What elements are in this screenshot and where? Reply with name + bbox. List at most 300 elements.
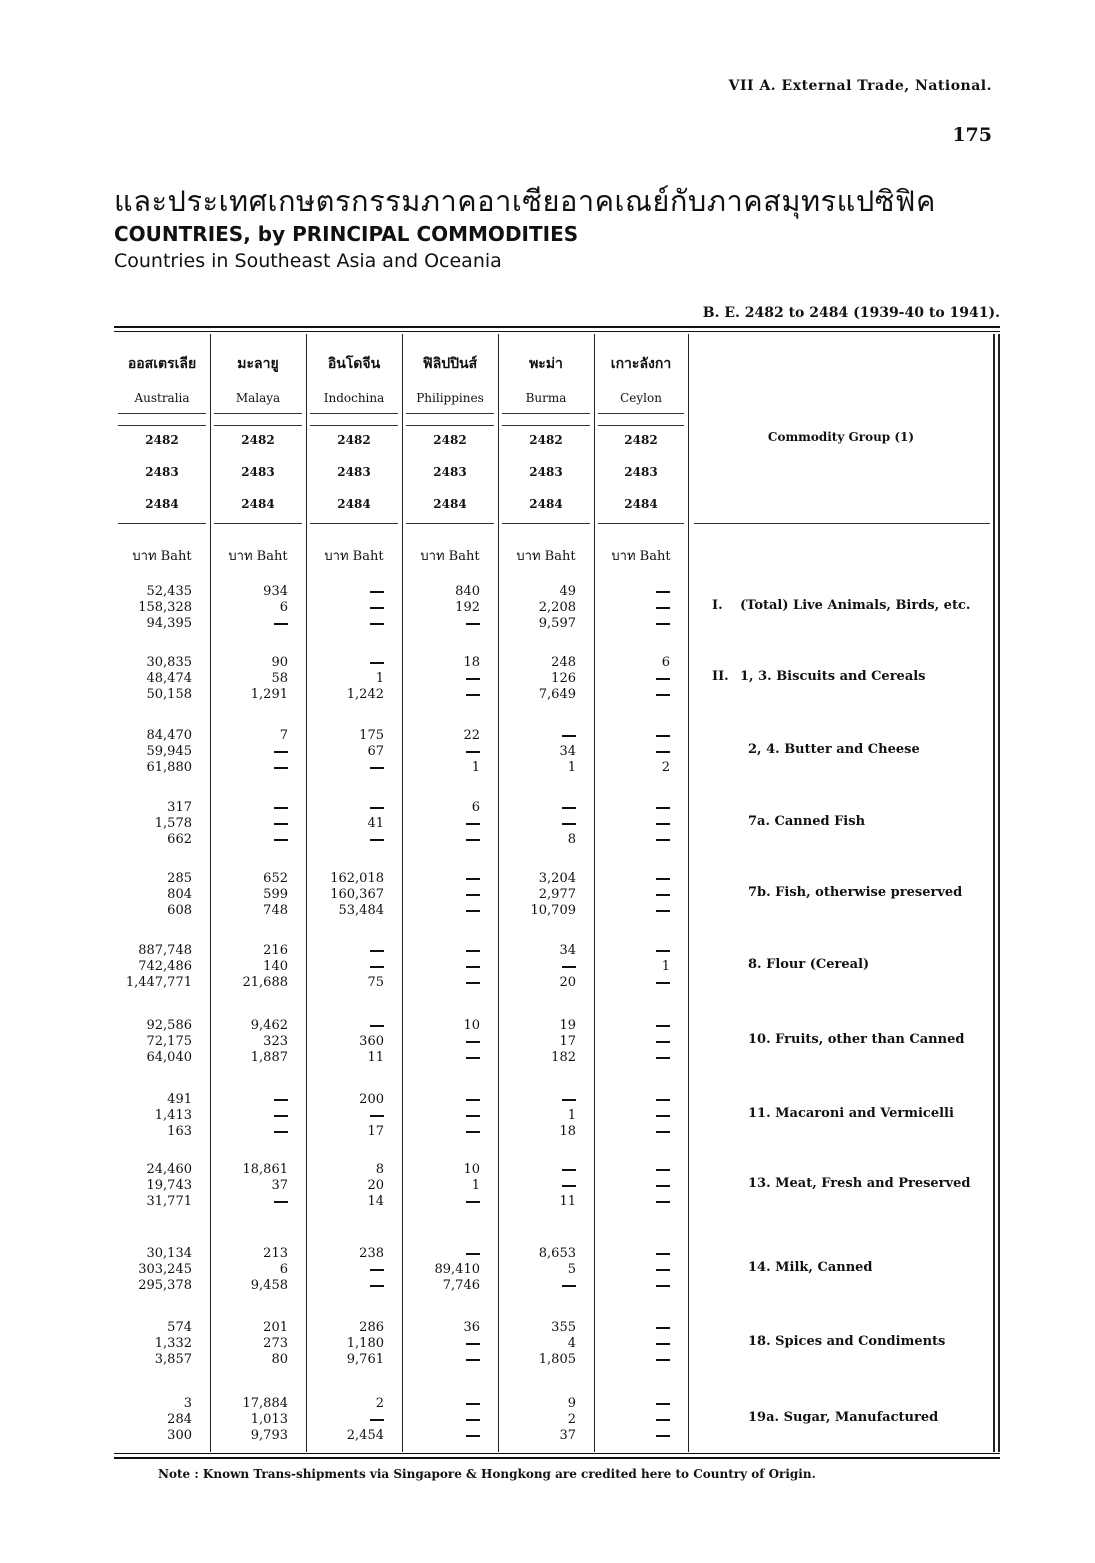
- commodity-label: [748, 1176, 970, 1191]
- dash-mark: [562, 823, 576, 825]
- table-cell: 840: [455, 584, 480, 599]
- commodity-name: 2, 4. Butter and Cheese: [748, 742, 920, 757]
- table-cell: 3,857: [154, 1352, 192, 1367]
- dash-mark: [370, 1419, 384, 1421]
- table-cell: 89,410: [434, 1262, 480, 1277]
- table-cell: 1: [567, 1108, 576, 1123]
- table-cell: 201: [263, 1320, 288, 1335]
- dash-mark: [466, 982, 480, 984]
- table-cell: [594, 1352, 670, 1368]
- year-label: 2482: [529, 433, 563, 447]
- commodity-label: [748, 957, 869, 972]
- year-label: 2484: [433, 497, 467, 511]
- dash-mark: [656, 1041, 670, 1043]
- table-cell: 9,793: [250, 1428, 288, 1443]
- dash-mark: [562, 1185, 576, 1187]
- table-cell: 6: [279, 1262, 288, 1277]
- table-cell: 491: [167, 1092, 192, 1107]
- dash-mark: [370, 950, 384, 952]
- table-cell: 163: [167, 1124, 192, 1139]
- table-cell: 360: [359, 1034, 384, 1049]
- table-cell: [594, 616, 670, 632]
- commodity-name: 8. Flour (Cereal): [748, 957, 870, 972]
- table-cell: [306, 655, 384, 671]
- dash-mark: [370, 1025, 384, 1027]
- dash-mark: [274, 623, 288, 625]
- table-cell: [594, 1194, 670, 1210]
- dash-mark: [466, 623, 480, 625]
- unit-label: บาท Baht: [132, 549, 192, 564]
- dash-mark: [562, 966, 576, 968]
- table-cell: 284: [167, 1412, 192, 1427]
- dash-mark: [656, 1057, 670, 1059]
- dash-mark: [562, 735, 576, 737]
- table-cell: 9,458: [250, 1278, 288, 1293]
- table-cell: 7,746: [442, 1278, 480, 1293]
- table-cell: [402, 959, 480, 975]
- table-cell: [402, 1034, 480, 1050]
- table-cell: [594, 1018, 670, 1034]
- table-border-vertical: [993, 334, 995, 1452]
- table-cell: 323: [263, 1034, 288, 1049]
- page-number: 175: [952, 124, 992, 146]
- dash-mark: [274, 767, 288, 769]
- dash-mark: [466, 1131, 480, 1133]
- table-cell: 36: [463, 1320, 480, 1335]
- year-label: 2482: [337, 433, 371, 447]
- table-cell: [210, 1108, 288, 1124]
- dash-mark: [274, 1099, 288, 1101]
- table-cell: [402, 1124, 480, 1140]
- table-cell: [402, 871, 480, 887]
- table-cell: 80: [271, 1352, 288, 1367]
- dash-mark: [370, 607, 384, 609]
- section-header: VII A. External Trade, National.: [728, 78, 992, 94]
- table-cell: 11: [559, 1194, 576, 1209]
- dash-mark: [274, 751, 288, 753]
- table-cell: 1,013: [250, 1412, 288, 1427]
- dash-mark: [466, 1041, 480, 1043]
- table-cell: 37: [559, 1428, 576, 1443]
- table-cell: 574: [167, 1320, 192, 1335]
- dash-mark: [656, 1253, 670, 1255]
- dash-mark: [656, 1169, 670, 1171]
- table-cell: [498, 728, 576, 744]
- table-cell: 285: [167, 871, 192, 886]
- column-header-english-malaya: Malaya: [235, 391, 281, 405]
- commodity-label: [748, 885, 962, 900]
- dash-mark: [656, 1115, 670, 1117]
- dash-mark: [656, 694, 670, 696]
- table-border-horizontal: [114, 326, 1000, 328]
- dash-mark: [656, 1403, 670, 1405]
- unit-label: บาท Baht: [611, 549, 671, 564]
- table-cell: [594, 943, 670, 959]
- table-cell: 8: [567, 832, 576, 847]
- dash-mark: [370, 839, 384, 841]
- table-column-divider: [688, 334, 689, 1452]
- header-divider: [598, 523, 684, 524]
- table-cell: 34: [559, 744, 576, 759]
- table-cell: [402, 975, 480, 991]
- table-cell: 10,709: [530, 903, 576, 918]
- year-label: 2484: [241, 497, 275, 511]
- header-divider: [598, 413, 684, 414]
- header-divider: [310, 523, 398, 524]
- dash-mark: [466, 1359, 480, 1361]
- dash-mark: [656, 1359, 670, 1361]
- dash-mark: [370, 1285, 384, 1287]
- table-cell: 1,180: [346, 1336, 384, 1351]
- header-divider: [214, 413, 302, 414]
- table-cell: 72,175: [146, 1034, 192, 1049]
- header-divider: [118, 413, 206, 414]
- table-cell: [594, 903, 670, 919]
- table-cell: [210, 1194, 288, 1210]
- table-cell: 748: [263, 903, 288, 918]
- commodity-name: 7a. Canned Fish: [748, 814, 866, 829]
- commodity-name: 13. Meat, Fresh and Preserved: [748, 1176, 971, 1191]
- table-cell: 14: [367, 1194, 384, 1209]
- table-cell: 1: [471, 760, 480, 775]
- commodity-name: 11. Macaroni and Vermicelli: [748, 1106, 954, 1121]
- commodity-label: [748, 742, 920, 757]
- commodity-table: [114, 326, 1000, 1460]
- year-label: 2484: [624, 497, 658, 511]
- table-cell: [402, 1246, 480, 1262]
- table-cell: [210, 816, 288, 832]
- dash-mark: [656, 1419, 670, 1421]
- table-cell: 1,242: [346, 687, 384, 702]
- table-cell: [210, 1124, 288, 1140]
- table-cell: 1,291: [250, 687, 288, 702]
- commodity-name: 1, 3. Biscuits and Cereals: [740, 669, 926, 684]
- table-cell: 10: [463, 1018, 480, 1033]
- table-cell: [402, 671, 480, 687]
- dash-mark: [466, 1115, 480, 1117]
- dash-mark: [466, 894, 480, 896]
- dash-mark: [656, 950, 670, 952]
- table-border-horizontal: [114, 1457, 1000, 1459]
- table-cell: 59,945: [146, 744, 192, 759]
- table-cell: 1,578: [154, 816, 192, 831]
- table-cell: [210, 616, 288, 632]
- dash-mark: [466, 1435, 480, 1437]
- table-cell: [306, 943, 384, 959]
- table-cell: 67: [367, 744, 384, 759]
- table-cell: [594, 1320, 670, 1336]
- table-border-horizontal: [114, 331, 1000, 332]
- table-cell: 53,484: [338, 903, 384, 918]
- dash-mark: [370, 807, 384, 809]
- table-cell: [594, 1246, 670, 1262]
- table-cell: [402, 1352, 480, 1368]
- table-cell: 317: [167, 800, 192, 815]
- dash-mark: [656, 839, 670, 841]
- table-cell: [210, 1092, 288, 1108]
- table-cell: [594, 584, 670, 600]
- dash-mark: [466, 839, 480, 841]
- dash-mark: [370, 1115, 384, 1117]
- dash-mark: [656, 894, 670, 896]
- table-cell: 182: [551, 1050, 576, 1065]
- table-cell: 303,245: [138, 1262, 192, 1277]
- year-label: 2482: [624, 433, 658, 447]
- title-thai: และประเทศเกษตรกรรมภาคอาเซียอาคเณย์กับภาคสมุทรแปซิฟิค: [114, 184, 936, 218]
- table-cell: [306, 1412, 384, 1428]
- dash-mark: [466, 678, 480, 680]
- table-cell: [306, 1108, 384, 1124]
- column-header-english-philippines: Philippines: [416, 391, 484, 405]
- table-cell: [306, 959, 384, 975]
- table-cell: 5: [567, 1262, 576, 1277]
- dash-mark: [562, 1285, 576, 1287]
- commodity-label: [748, 814, 865, 829]
- table-cell: [594, 887, 670, 903]
- table-cell: 140: [263, 959, 288, 974]
- table-cell: [594, 1124, 670, 1140]
- table-cell: [402, 1092, 480, 1108]
- dash-mark: [656, 751, 670, 753]
- table-border-horizontal: [114, 1453, 1000, 1454]
- table-cell: 160,367: [330, 887, 384, 902]
- dash-mark: [656, 678, 670, 680]
- table-cell: 11: [367, 1050, 384, 1065]
- header-divider: [406, 413, 494, 414]
- table-cell: 248: [551, 655, 576, 670]
- dash-mark: [562, 807, 576, 809]
- commodity-label: [748, 1410, 938, 1425]
- table-cell: [594, 975, 670, 991]
- table-cell: 10: [463, 1162, 480, 1177]
- table-cell: 295,378: [138, 1278, 192, 1293]
- table-cell: [498, 959, 576, 975]
- year-label: 2484: [529, 497, 563, 511]
- table-cell: 216: [263, 943, 288, 958]
- table-cell: [594, 832, 670, 848]
- table-cell: 52,435: [146, 584, 192, 599]
- table-cell: 3,204: [538, 871, 576, 886]
- table-cell: [306, 1278, 384, 1294]
- table-cell: [306, 1262, 384, 1278]
- subtitle-english: Countries in Southeast Asia and Oceania: [114, 250, 502, 272]
- table-cell: [594, 1278, 670, 1294]
- table-cell: [594, 1336, 670, 1352]
- dash-mark: [562, 1099, 576, 1101]
- table-cell: 742,486: [138, 959, 192, 974]
- column-header-english-ceylon: Ceylon: [620, 391, 662, 405]
- table-cell: 300: [167, 1428, 192, 1443]
- dash-mark: [656, 910, 670, 912]
- table-cell: 49: [559, 584, 576, 599]
- table-cell: 804: [167, 887, 192, 902]
- table-cell: [498, 816, 576, 832]
- table-cell: [210, 800, 288, 816]
- dash-mark: [466, 1419, 480, 1421]
- table-cell: 286: [359, 1320, 384, 1335]
- table-cell: [594, 871, 670, 887]
- table-cell: [594, 687, 670, 703]
- unit-label: บาท Baht: [324, 549, 384, 564]
- dash-mark: [656, 807, 670, 809]
- table-cell: 94,395: [146, 616, 192, 631]
- table-cell: [402, 1396, 480, 1412]
- table-cell: 30,835: [146, 655, 192, 670]
- table-cell: 9,462: [250, 1018, 288, 1033]
- table-cell: [594, 1178, 670, 1194]
- table-cell: 6: [661, 655, 670, 670]
- table-cell: 934: [263, 584, 288, 599]
- table-cell: 662: [167, 832, 192, 847]
- table-cell: 31,771: [146, 1194, 192, 1209]
- dash-mark: [656, 1285, 670, 1287]
- table-cell: [306, 760, 384, 776]
- table-cell: 652: [263, 871, 288, 886]
- table-cell: 355: [551, 1320, 576, 1335]
- table-cell: 1,332: [154, 1336, 192, 1351]
- header-divider: [310, 413, 398, 414]
- dash-mark: [466, 1343, 480, 1345]
- column-header-thai-burma: พะม่า: [529, 356, 563, 372]
- dash-mark: [466, 950, 480, 952]
- year-label: 2483: [241, 465, 275, 479]
- table-cell: 19,743: [146, 1178, 192, 1193]
- table-cell: [594, 1162, 670, 1178]
- column-header-english-australia: Australia: [134, 391, 190, 405]
- footnote: Note : Known Trans-shipments via Singapore & Hongkong are credited here to Country of Origin.: [158, 1467, 816, 1481]
- table-cell: 18: [559, 1124, 576, 1139]
- table-cell: 162,018: [330, 871, 384, 886]
- table-cell: [594, 744, 670, 760]
- commodity-name: 10. Fruits, other than Canned: [748, 1032, 965, 1047]
- table-cell: 2,208: [538, 600, 576, 615]
- table-cell: 126: [551, 671, 576, 686]
- dash-mark: [656, 1131, 670, 1133]
- dash-mark: [466, 878, 480, 880]
- table-cell: [306, 600, 384, 616]
- dash-mark: [656, 1185, 670, 1187]
- table-cell: [594, 1092, 670, 1108]
- dash-mark: [274, 807, 288, 809]
- commodity-label: [712, 598, 970, 613]
- table-cell: [498, 800, 576, 816]
- header-divider: [406, 425, 494, 426]
- column-header-thai-philippines: ฟิลิปปินส์: [422, 356, 478, 372]
- table-cell: 8: [375, 1162, 384, 1177]
- table-cell: 4: [567, 1336, 576, 1351]
- table-cell: 1,887: [250, 1050, 288, 1065]
- header-divider: [502, 523, 590, 524]
- year-label: 2483: [529, 465, 563, 479]
- dash-mark: [466, 910, 480, 912]
- table-cell: 2,977: [538, 887, 576, 902]
- dash-mark: [656, 1343, 670, 1345]
- table-cell: 1: [661, 959, 670, 974]
- table-cell: 2,454: [346, 1428, 384, 1443]
- table-cell: [594, 1108, 670, 1124]
- table-cell: [402, 616, 480, 632]
- commodity-label: [748, 1334, 945, 1349]
- table-cell: 19: [559, 1018, 576, 1033]
- dash-mark: [562, 1169, 576, 1171]
- header-divider: [118, 425, 206, 426]
- table-cell: [402, 744, 480, 760]
- dash-mark: [656, 1269, 670, 1271]
- period-label: B. E. 2482 to 2484 (1939-40 to 1941).: [702, 305, 1000, 321]
- table-cell: [498, 1162, 576, 1178]
- table-cell: [498, 1092, 576, 1108]
- year-label: 2482: [241, 433, 275, 447]
- table-cell: 1: [375, 671, 384, 686]
- table-cell: 213: [263, 1246, 288, 1261]
- commodity-name: 7b. Fish, otherwise preserved: [748, 885, 963, 900]
- table-cell: 608: [167, 903, 192, 918]
- dash-mark: [466, 1253, 480, 1255]
- year-label: 2483: [433, 465, 467, 479]
- table-cell: [306, 584, 384, 600]
- table-cell: 3: [183, 1396, 192, 1411]
- dash-mark: [370, 1269, 384, 1271]
- header-divider: [118, 523, 206, 524]
- table-cell: 7,649: [538, 687, 576, 702]
- roman-numeral: II.: [712, 669, 729, 684]
- dash-mark: [466, 1403, 480, 1405]
- table-cell: [210, 760, 288, 776]
- commodity-group-header: Commodity Group (1): [767, 430, 915, 444]
- table-cell: 75: [367, 975, 384, 990]
- dash-mark: [656, 591, 670, 593]
- dash-mark: [656, 1327, 670, 1329]
- table-cell: 84,470: [146, 728, 192, 743]
- commodity-name: 14. Milk, Canned: [748, 1260, 873, 1275]
- commodity-label: [748, 1260, 873, 1275]
- table-cell: [594, 1396, 670, 1412]
- table-cell: [402, 943, 480, 959]
- dash-mark: [466, 823, 480, 825]
- table-cell: 20: [367, 1178, 384, 1193]
- table-cell: 64,040: [146, 1050, 192, 1065]
- year-label: 2483: [624, 465, 658, 479]
- dash-mark: [656, 1025, 670, 1027]
- dash-mark: [656, 623, 670, 625]
- commodity-name: (Total) Live Animals, Birds, etc.: [740, 598, 971, 613]
- table-cell: 48,474: [146, 671, 192, 686]
- header-divider: [502, 425, 590, 426]
- dash-mark: [656, 735, 670, 737]
- year-label: 2482: [433, 433, 467, 447]
- commodity-name: 19a. Sugar, Manufactured: [748, 1410, 939, 1425]
- table-cell: [402, 1412, 480, 1428]
- table-cell: 273: [263, 1336, 288, 1351]
- table-cell: 30,134: [146, 1246, 192, 1261]
- table-cell: 1,447,771: [125, 975, 192, 990]
- table-cell: [402, 1194, 480, 1210]
- dash-mark: [656, 823, 670, 825]
- table-cell: 6: [471, 800, 480, 815]
- title-english: COUNTRIES, by PRINCIPAL COMMODITIES: [114, 222, 579, 246]
- table-cell: 158,328: [138, 600, 192, 615]
- table-cell: [402, 887, 480, 903]
- dash-mark: [466, 1201, 480, 1203]
- table-cell: [498, 1278, 576, 1294]
- commodity-label: [748, 1032, 964, 1047]
- table-cell: 192: [455, 600, 480, 615]
- dash-mark: [466, 1057, 480, 1059]
- table-cell: 50,158: [146, 687, 192, 702]
- dash-mark: [656, 1201, 670, 1203]
- table-cell: [594, 1428, 670, 1444]
- year-label: 2484: [337, 497, 371, 511]
